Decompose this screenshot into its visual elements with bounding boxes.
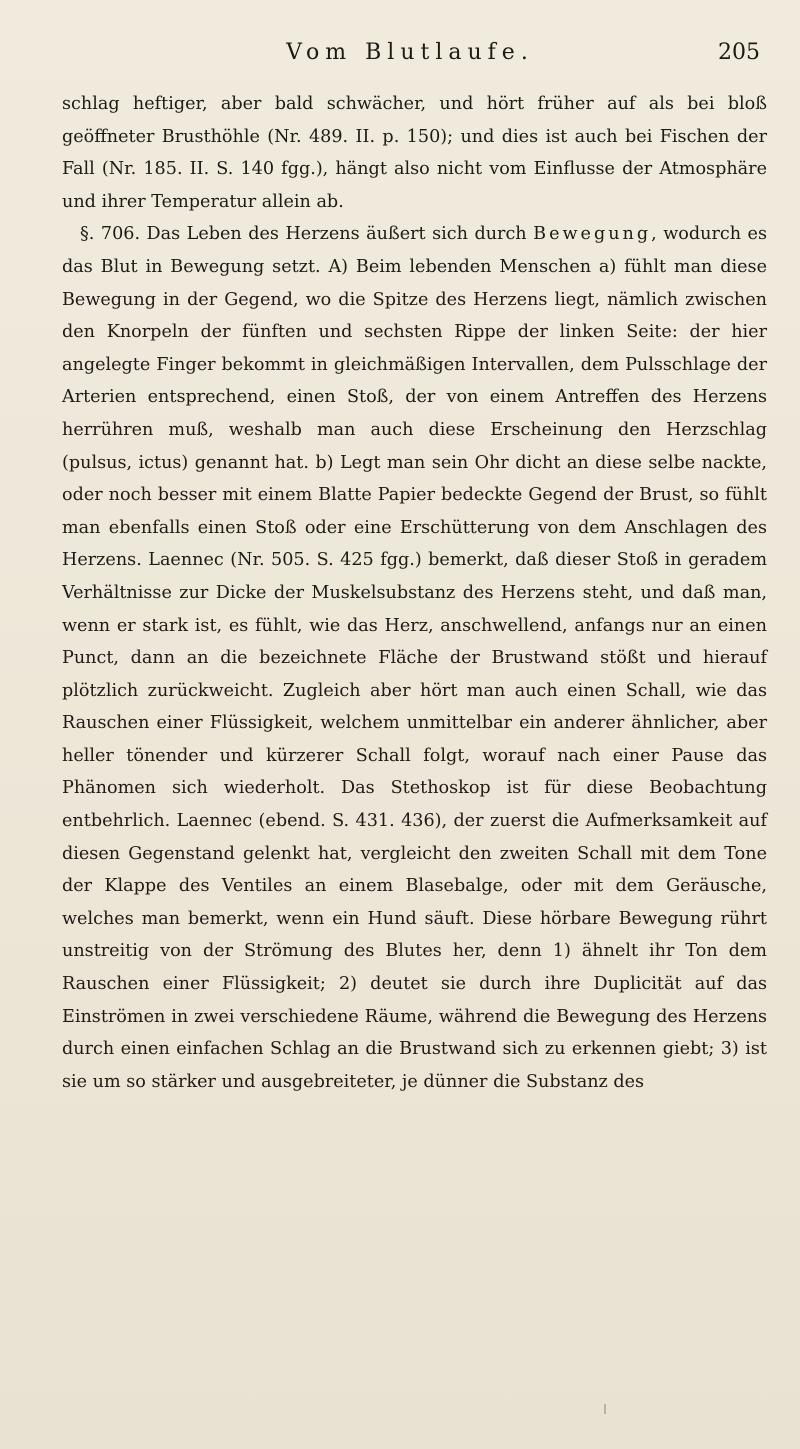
emphasis-bewegung: Bewegung [533,224,652,245]
page-header [60,36,760,76]
paragraph-2-rest: , wodurch es das Blut in Bewegung setzt. A) Beim lebenden Menschen a) fühlt man diese Bewegung in der Gegend, wo die Spitze des Herzens liegt, nämlich zwischen den Knorpeln der fünften und sechsten Rippe der linken Seite: der hier angelegte Finger bekommt in gleichmäßigen Intervallen, dem Pulsschlage der Arterien entsprechend, einen Stoß, der von einem Antreffen des Herzens herrühren muß, weshalb man auch diese Erscheinung den Herzschlag (pulsus, ictus) genannt hat. b) Legt man sein Ohr dicht an diese selbe nackte, oder noch besser mit einem Blatte Papier bedeckte Gegend der Brust, so fühlt man ebenfalls einen Stoß oder eine Erschütterung von dem Anschlagen des Herzens. Laennec (Nr. 505. S. 425 fgg.) bemerkt, daß dieser Stoß in geradem Verhältnisse zur Dicke der Muskelsubstanz des Herzens steht, und daß man, wenn er stark ist, es fühlt, wie das Herz, anschwellend, anfangs nur an einen Punct, dann an die bezeichnete Fläche der Brustwand stößt und hierauf plötzlich zurückweicht. Zugleich aber hört man auch einen Schall, wie das Rauschen einer Flüssigkeit, welchem unmittelbar ein anderer ähnlicher, aber heller tönender und kürzerer Schall folgt, worauf nach einer Pause das Phänomen sich wiederholt. Das Stethoskop ist für diese Beobachtung entbehrlich. Laennec (ebend. S. 431. 436), der zuerst die Aufmerksamkeit auf diesen Gegenstand gelenkt hat, vergleicht den zweiten Schall mit dem Tone der Klappe des Ventiles an einem Blasebalge, oder mit dem Geräusche, welches man bemerkt, wenn ein Hund säuft. Diese hörbare Bewegung rührt unstreitig von der Strömung des Blutes her, denn 1) ähnelt ihr Ton dem Rauschen einer Flüssigkeit; 2) deutet sie durch ihre Duplicität auf das Einströmen in zwei verschiedene Räume, während die Bewegung des Herzens durch einen einfachen Schlag an die Brustwand sich zu erkennen giebt; 3) ist sie um so stärker und ausgebreiteter, je dünner die Substanz des [62,224,768,1092]
page-number: 205 [718,40,760,65]
paragraph-706 [62,218,767,1098]
running-title: Vom Blutlaufe. [286,40,534,65]
paragraph-1-text: schlag heftiger, aber bald schwächer, und hört früher auf als bei bloß geöffneter Brusthöhle (Nr. 489. II. p. 150); und dies ist auch bei Fischen der Fall (Nr. 185. II. S. 140 fgg.), hängt also nicht vom Einflusse der Atmosphäre und ihrer Temperatur allein ab. [62,94,767,212]
paragraph-continuation [62,88,767,218]
body-text [62,88,767,1098]
paragraph-2-lead: §. 706. Das Leben des Herzens äußert sich durch [80,224,534,245]
paper-speck [604,1404,606,1414]
